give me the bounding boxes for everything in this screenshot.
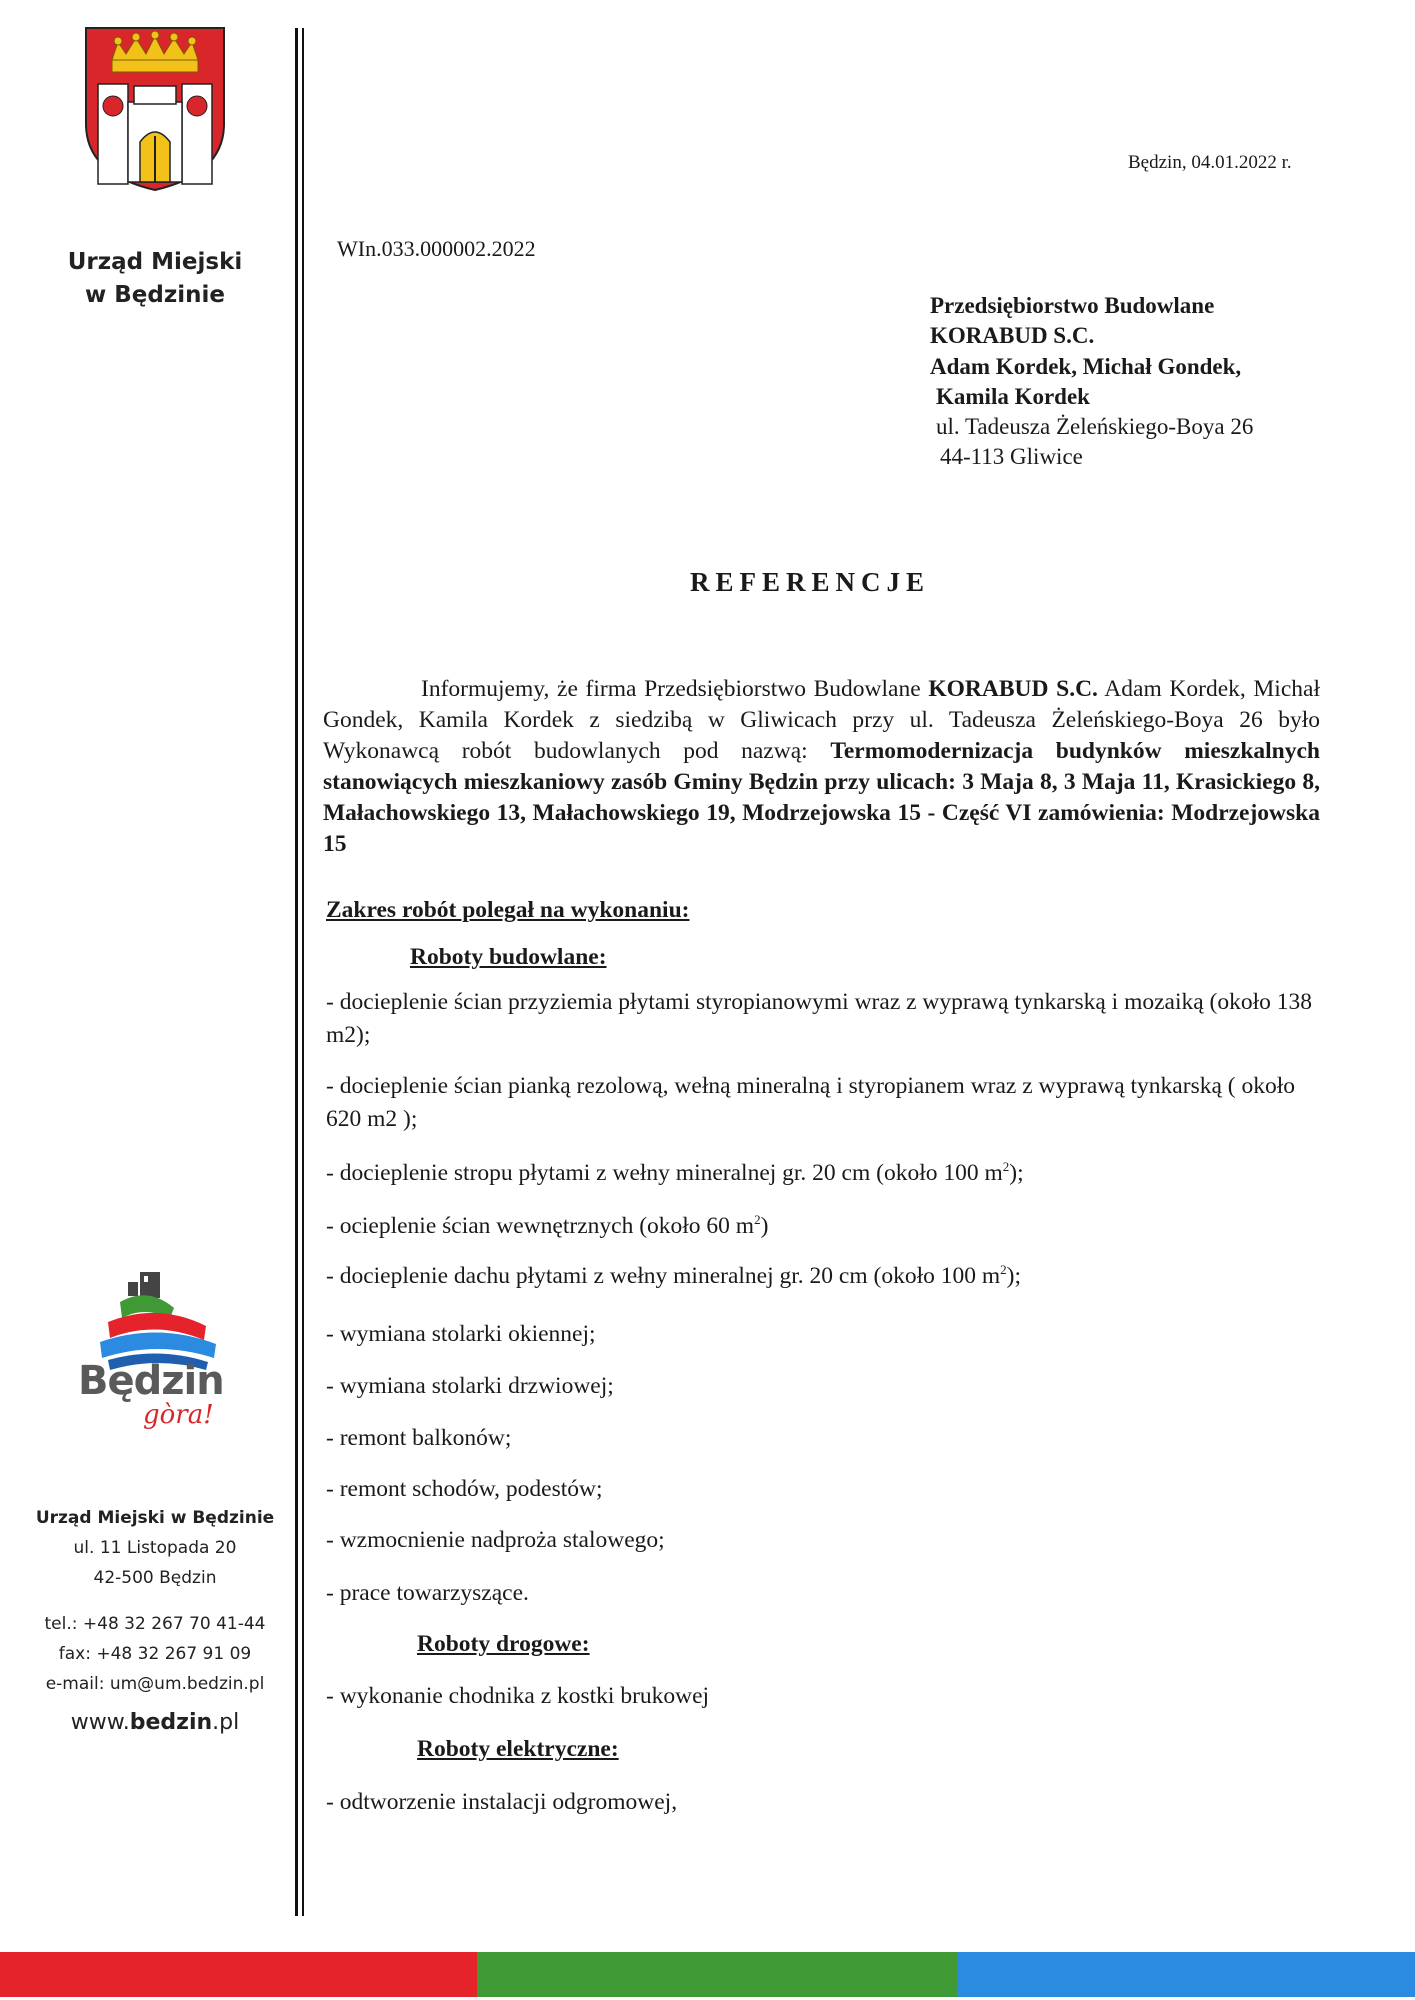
road-works-heading: Roboty drogowe: [417,1631,590,1657]
list-item: - docieplenie ścian przyziemia płytami styropianowymi wraz z wyprawą tynkarską i mozaiką (około 138 m2); [326,989,1313,1048]
list-item [326,1260,1326,1293]
item-superscript: 2 [1000,1262,1007,1278]
recipient-line6: 44-113 Gliwice [940,444,1083,469]
item-suffix: ); [1009,1160,1024,1186]
construction-heading: Roboty budowlane: [410,944,607,970]
office-name [40,246,270,312]
intro-project-name: Termomodernizacja budynków mieszkalnych stanowiących mieszkaniowy zasób Gminy Będzin przy ulicach: 3 Maja 8, 3 Maja 11, Krasickiego 8, Małachowskiego 13, Małachowskiego 19, Modrzejowska 15 - Część VI zamówienia: Modrzejowska 15 [323,738,1321,857]
footer-color-bar-blue [957,1952,1415,1997]
list-item: - docieplenie ścian pianką rezolową, wełną mineralną i styropianem wraz z wyprawą tynkarską ( około 620 m2 ); [326,1073,1295,1132]
footer-color-bar-green [477,1952,957,1997]
list-item [326,1157,1326,1190]
document-date: Będzin, 04.01.2022 r. [1128,152,1292,173]
document-reference-number: WIn.033.000002.2022 [337,236,536,261]
list-item: - wymiana stolarki drzwiowej; [326,1373,614,1399]
list-item: - wykonanie chodnika z kostki brukowej [326,1683,710,1709]
recipient-line1: Przedsiębiorstwo Budowlane [930,293,1215,318]
logo-wordmark: Będzin [78,1358,224,1404]
list-item [326,1210,1326,1243]
intro-text-2: Adam Kordek, Michał Gondek, Kamila Kordek z siedzibą w Gliwicach przy ul. Tadeusza Żeleńskiego-Boya 26 było Wykonawcą robót budowlanych pod nazwą: [323,676,1320,764]
item-text: - ocieplenie ścian wewnętrznych (około 60 m [326,1213,755,1239]
item-superscript: 2 [754,1212,761,1228]
list-item: - remont schodów, podestów; [326,1476,603,1502]
recipient-line5: ul. Tadeusza Żeleńskiego-Boya 26 [936,414,1254,439]
intro-text-1: Informujemy, że firma Przedsiębiorstwo Budowlane [421,676,929,702]
contact-phone: tel.: +48 32 267 70 41-44 [44,1614,266,1634]
list-item: - prace towarzyszące. [326,1580,529,1606]
item-suffix: ); [1006,1263,1021,1289]
contact-website-link[interactable] [30,1710,280,1735]
electrical-works-heading: Roboty elektryczne: [417,1736,619,1762]
item-text: - docieplenie stropu płytami z wełny mineralnej gr. 20 cm (około 100 m [326,1160,1003,1186]
scope-heading: Zakres robót polegał na wykonaniu: [326,897,690,923]
item-text: - docieplenie dachu płytami z wełny mineralnej gr. 20 cm (około 100 m [326,1263,1001,1289]
item-suffix: ) [760,1213,769,1239]
recipient-line3: Adam Kordek, Michał Gondek, [930,354,1242,379]
intro-company: KORABUD S.C. [928,676,1098,702]
recipient-line4: Kamila Kordek [936,384,1090,409]
list-item: - wzmocnienie nadproża stalowego; [326,1527,665,1553]
website-prefix: www. [70,1710,130,1735]
website-domain: bedzin [129,1710,213,1735]
divider-line [295,28,298,1916]
contact-street: ul. 11 Listopada 20 [73,1538,237,1558]
contact-fax: fax: +48 32 267 91 09 [58,1644,252,1664]
document-title: REFERENCJE [690,567,931,597]
city-coat-of-arms [82,24,228,192]
recipient-line2: KORABUD S.C. [930,323,1095,348]
contact-office-name: Urząd Miejski w Będzinie [35,1508,275,1528]
footer-color-bar-red [0,1952,477,1997]
item-superscript: 2 [1002,1159,1010,1175]
office-name-line1: Urząd Miejski [67,249,243,275]
list-item: - wymiana stolarki okiennej; [326,1321,596,1347]
logo-slogan: gòra! [143,1400,214,1430]
office-name-line2: w Będzinie [85,282,225,308]
website-suffix: .pl [212,1710,240,1735]
contact-email[interactable]: e-mail: um@um.bedzin.pl [45,1674,265,1694]
list-item: - remont balkonów; [326,1425,512,1451]
divider-line [302,28,304,1916]
list-item: - odtworzenie instalacji odgromowej, [326,1789,678,1815]
contact-city: 42-500 Będzin [93,1568,217,1588]
intro-paragraph [323,674,1320,860]
